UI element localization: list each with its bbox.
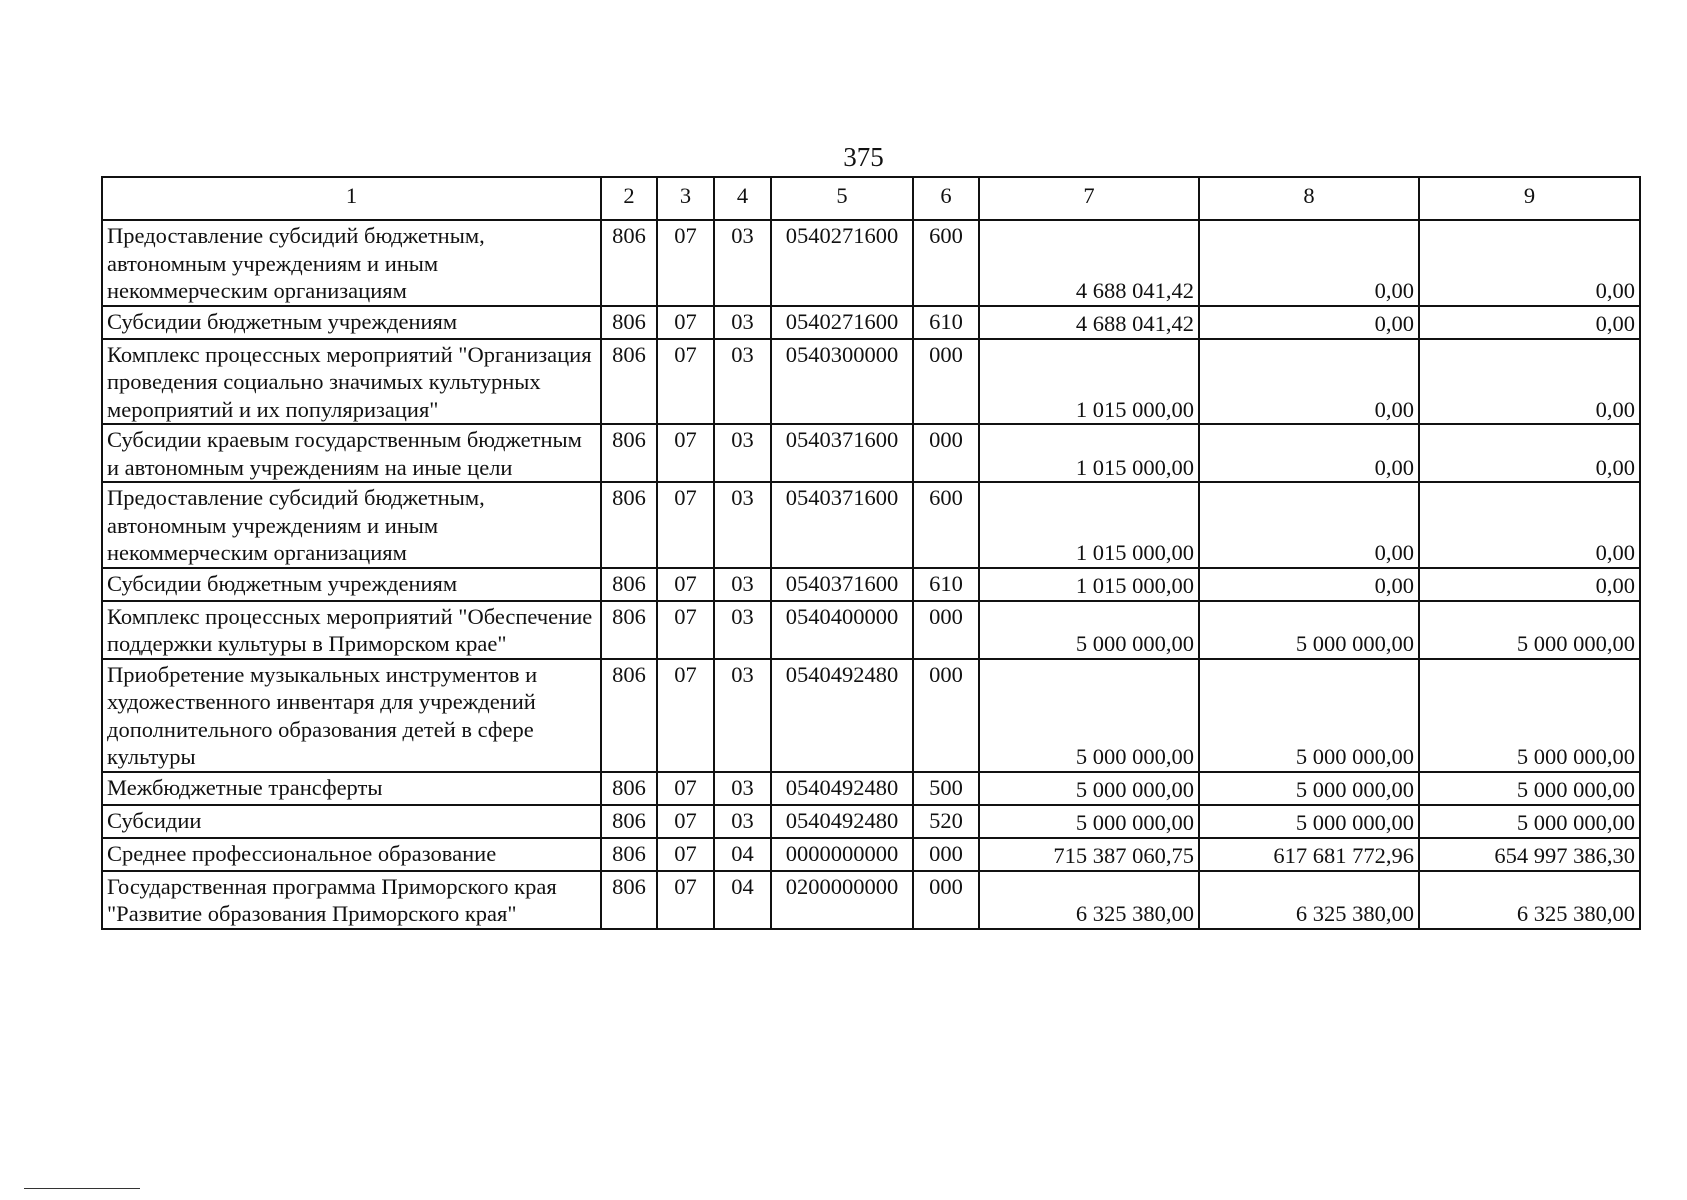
target-article-cell: 0540492480 [771, 659, 913, 772]
amount-cell-col9: 5 000 000,00 [1419, 805, 1640, 838]
admin-code-cell: 806 [601, 339, 657, 425]
expense-type-cell: 000 [913, 838, 979, 871]
admin-code-cell: 806 [601, 838, 657, 871]
amount-cell-col7: 6 325 380,00 [979, 871, 1199, 929]
amount-cell-col9: 0,00 [1419, 220, 1640, 306]
row-name-cell: Межбюджетные трансферты [102, 772, 601, 805]
subsection-code-cell: 03 [714, 220, 771, 306]
amount-cell-col9: 0,00 [1419, 568, 1640, 601]
subsection-code-cell: 03 [714, 568, 771, 601]
amount-cell-col7: 1 015 000,00 [979, 339, 1199, 425]
expense-type-cell: 000 [913, 339, 979, 425]
subsection-code-cell: 04 [714, 871, 771, 929]
amount-cell-col9: 0,00 [1419, 482, 1640, 568]
page-number: 375 [843, 142, 884, 172]
target-article-cell: 0540400000 [771, 601, 913, 659]
row-name-cell: Предоставление субсидий бюджетным, автономным учреждениям и иным некоммерческим организациям [102, 482, 601, 568]
table-row [102, 306, 1640, 339]
expense-type-cell: 610 [913, 306, 979, 339]
table-row [102, 871, 1640, 929]
amount-cell-col8: 617 681 772,96 [1199, 838, 1419, 871]
amount-cell-col7: 5 000 000,00 [979, 805, 1199, 838]
section-code-cell: 07 [657, 482, 714, 568]
amount-cell-col9: 6 325 380,00 [1419, 871, 1640, 929]
table-header-row [102, 177, 1640, 220]
section-code-cell: 07 [657, 339, 714, 425]
column-header: 8 [1199, 177, 1419, 220]
column-header: 5 [771, 177, 913, 220]
expense-type-cell: 500 [913, 772, 979, 805]
expense-type-cell: 600 [913, 482, 979, 568]
section-code-cell: 07 [657, 306, 714, 339]
amount-cell-col9: 654 997 386,30 [1419, 838, 1640, 871]
target-article-cell: 0540271600 [771, 306, 913, 339]
footnote-divider [24, 1188, 140, 1189]
target-article-cell: 0200000000 [771, 871, 913, 929]
target-article-cell: 0540371600 [771, 482, 913, 568]
section-code-cell: 07 [657, 568, 714, 601]
admin-code-cell: 806 [601, 871, 657, 929]
admin-code-cell: 806 [601, 659, 657, 772]
amount-cell-col8: 0,00 [1199, 306, 1419, 339]
subsection-code-cell: 04 [714, 838, 771, 871]
expense-type-cell: 600 [913, 220, 979, 306]
table-row [102, 838, 1640, 871]
section-code-cell: 07 [657, 601, 714, 659]
column-header: 3 [657, 177, 714, 220]
amount-cell-col7: 1 015 000,00 [979, 482, 1199, 568]
row-name-cell: Комплекс процессных мероприятий "Обеспечение поддержки культуры в Приморском крае" [102, 601, 601, 659]
amount-cell-col8: 0,00 [1199, 568, 1419, 601]
expense-type-cell: 000 [913, 424, 979, 482]
target-article-cell: 0540492480 [771, 805, 913, 838]
amount-cell-col8: 5 000 000,00 [1199, 772, 1419, 805]
expense-type-cell: 520 [913, 805, 979, 838]
section-code-cell: 07 [657, 659, 714, 772]
admin-code-cell: 806 [601, 568, 657, 601]
target-article-cell: 0540371600 [771, 424, 913, 482]
amount-cell-col7: 1 015 000,00 [979, 424, 1199, 482]
subsection-code-cell: 03 [714, 482, 771, 568]
row-name-cell: Приобретение музыкальных инструментов и художественного инвентаря для учреждений дополнительного образования детей в сфере культуры [102, 659, 601, 772]
subsection-code-cell: 03 [714, 659, 771, 772]
row-name-cell: Государственная программа Приморского края "Развитие образования Приморского края" [102, 871, 601, 929]
table-row [102, 805, 1640, 838]
section-code-cell: 07 [657, 772, 714, 805]
section-code-cell: 07 [657, 838, 714, 871]
subsection-code-cell: 03 [714, 339, 771, 425]
section-code-cell: 07 [657, 424, 714, 482]
amount-cell-col8: 0,00 [1199, 482, 1419, 568]
target-article-cell: 0540271600 [771, 220, 913, 306]
admin-code-cell: 806 [601, 805, 657, 838]
table-row [102, 482, 1640, 568]
row-name-cell: Субсидии бюджетным учреждениям [102, 306, 601, 339]
subsection-code-cell: 03 [714, 805, 771, 838]
subsection-code-cell: 03 [714, 306, 771, 339]
expense-type-cell: 000 [913, 601, 979, 659]
subsection-code-cell: 03 [714, 424, 771, 482]
target-article-cell: 0540300000 [771, 339, 913, 425]
section-code-cell: 07 [657, 805, 714, 838]
admin-code-cell: 806 [601, 220, 657, 306]
admin-code-cell: 806 [601, 601, 657, 659]
row-name-cell: Субсидии [102, 805, 601, 838]
admin-code-cell: 806 [601, 306, 657, 339]
column-header: 9 [1419, 177, 1640, 220]
table-row [102, 339, 1640, 425]
target-article-cell: 0540492480 [771, 772, 913, 805]
column-header: 1 [102, 177, 601, 220]
budget-table [101, 176, 1641, 930]
expense-type-cell: 000 [913, 659, 979, 772]
column-header: 7 [979, 177, 1199, 220]
amount-cell-col7: 1 015 000,00 [979, 568, 1199, 601]
row-name-cell: Субсидии краевым государственным бюджетным и автономным учреждениям на иные цели [102, 424, 601, 482]
amount-cell-col9: 0,00 [1419, 424, 1640, 482]
amount-cell-col8: 5 000 000,00 [1199, 659, 1419, 772]
amount-cell-col9: 0,00 [1419, 339, 1640, 425]
admin-code-cell: 806 [601, 482, 657, 568]
expense-type-cell: 610 [913, 568, 979, 601]
amount-cell-col9: 0,00 [1419, 306, 1640, 339]
amount-cell-col8: 6 325 380,00 [1199, 871, 1419, 929]
amount-cell-col8: 5 000 000,00 [1199, 805, 1419, 838]
amount-cell-col8: 0,00 [1199, 339, 1419, 425]
column-header: 2 [601, 177, 657, 220]
amount-cell-col8: 0,00 [1199, 424, 1419, 482]
amount-cell-col9: 5 000 000,00 [1419, 601, 1640, 659]
expense-type-cell: 000 [913, 871, 979, 929]
amount-cell-col7: 4 688 041,42 [979, 306, 1199, 339]
row-name-cell: Предоставление субсидий бюджетным, автономным учреждениям и иным некоммерческим организациям [102, 220, 601, 306]
amount-cell-col7: 4 688 041,42 [979, 220, 1199, 306]
section-code-cell: 07 [657, 220, 714, 306]
section-code-cell: 07 [657, 871, 714, 929]
amount-cell-col7: 5 000 000,00 [979, 659, 1199, 772]
target-article-cell: 0000000000 [771, 838, 913, 871]
row-name-cell: Субсидии бюджетным учреждениям [102, 568, 601, 601]
admin-code-cell: 806 [601, 772, 657, 805]
amount-cell-col8: 5 000 000,00 [1199, 601, 1419, 659]
row-name-cell: Комплекс процессных мероприятий "Организация проведения социально значимых культурных мероприятий и их популяризация" [102, 339, 601, 425]
row-name-cell: Среднее профессиональное образование [102, 838, 601, 871]
admin-code-cell: 806 [601, 424, 657, 482]
amount-cell-col7: 715 387 060,75 [979, 838, 1199, 871]
amount-cell-col9: 5 000 000,00 [1419, 772, 1640, 805]
amount-cell-col8: 0,00 [1199, 220, 1419, 306]
target-article-cell: 0540371600 [771, 568, 913, 601]
subsection-code-cell: 03 [714, 772, 771, 805]
table-row [102, 424, 1640, 482]
column-header: 4 [714, 177, 771, 220]
table-row [102, 568, 1640, 601]
subsection-code-cell: 03 [714, 601, 771, 659]
table-row [102, 601, 1640, 659]
amount-cell-col9: 5 000 000,00 [1419, 659, 1640, 772]
table-row [102, 772, 1640, 805]
table-row [102, 220, 1640, 306]
amount-cell-col7: 5 000 000,00 [979, 772, 1199, 805]
column-header: 6 [913, 177, 979, 220]
table-row [102, 659, 1640, 772]
amount-cell-col7: 5 000 000,00 [979, 601, 1199, 659]
